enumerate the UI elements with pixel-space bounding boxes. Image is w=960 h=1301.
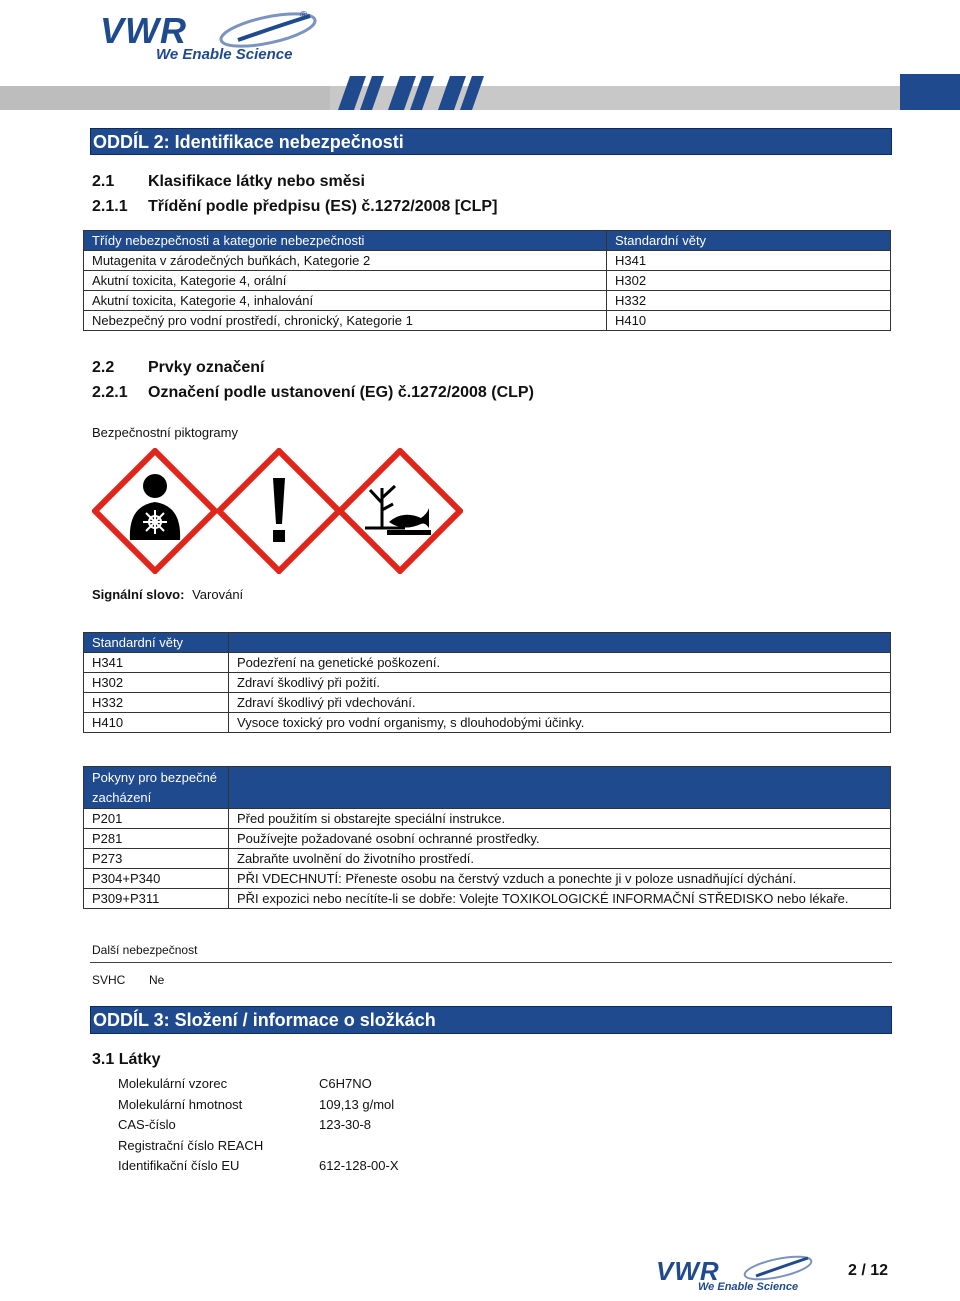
table-row <box>84 767 891 809</box>
heading-2-2-number: 2.2 <box>92 359 115 376</box>
heading-2-1-number: 2.1 <box>92 173 115 190</box>
property-row <box>118 1158 518 1179</box>
table-cell-code: H410 <box>607 311 891 331</box>
table-header-standard-phrases: Standardní věty <box>607 231 891 251</box>
table-cell-code: H302 <box>84 673 229 693</box>
property-value: 123-30-8 <box>319 1117 372 1132</box>
table-row <box>84 829 891 849</box>
header-band <box>0 70 960 112</box>
table-row <box>84 653 891 673</box>
table-cell-code: H332 <box>607 291 891 311</box>
other-hazards-label: Další nebezpečnost <box>92 943 198 957</box>
precautionary-statements-table <box>83 766 891 909</box>
table-cell-code: P281 <box>84 829 229 849</box>
table-row <box>84 271 891 291</box>
hazard-statements-table <box>83 632 891 733</box>
heading-3-1: 3.1 Látky <box>92 1051 161 1068</box>
table-cell-class: Akutní toxicita, Kategorie 4, orální <box>84 271 607 291</box>
heading-2-2-1 <box>92 384 534 402</box>
property-row <box>118 1138 518 1159</box>
property-label: Molekulární hmotnost <box>118 1096 243 1112</box>
section2-title: ODDÍL 2: Identifikace nebezpečnosti <box>90 128 892 155</box>
signal-word <box>92 587 243 602</box>
other-hazards-divider <box>90 962 892 963</box>
health-hazard-icon <box>92 448 218 574</box>
table-row <box>84 673 891 693</box>
table-cell-class: Akutní toxicita, Kategorie 4, inhalování <box>84 291 607 311</box>
table-header-empty <box>229 633 891 653</box>
heading-2-1-1-number: 2.1.1 <box>92 198 128 215</box>
table-cell-code: H302 <box>607 271 891 291</box>
table-cell-code: P304+P340 <box>84 869 229 889</box>
property-row <box>118 1097 518 1118</box>
table-row <box>84 231 891 251</box>
table-row <box>84 311 891 331</box>
page-number: 2 / 12 <box>848 1262 889 1279</box>
table-cell-code: H341 <box>84 653 229 673</box>
footer-vwr-logo <box>656 1250 816 1296</box>
table-cell-code: H341 <box>607 251 891 271</box>
heading-2-1 <box>92 173 365 191</box>
table-cell-code: P201 <box>84 809 229 829</box>
logo-registered-mark: ® <box>300 10 308 21</box>
environment-hazard-icon <box>337 448 463 574</box>
pictograms-label: Bezpečnostní piktogramy <box>92 425 238 440</box>
table-row <box>84 889 891 909</box>
table-cell-code: H332 <box>84 693 229 713</box>
signal-word-value: Varování <box>192 587 244 602</box>
table-header-precautionary <box>84 767 229 809</box>
table-cell-class: Mutagenita v zárodečných buňkách, Kategorie 2 <box>84 251 607 271</box>
signal-word-label: Signální slovo: <box>92 587 185 602</box>
table-cell-class: Nebezpečný pro vodní prostředí, chronický, Kategorie 1 <box>84 311 607 331</box>
property-row <box>118 1076 518 1097</box>
table-row <box>84 251 891 271</box>
vwr-logo <box>98 6 328 66</box>
table-cell-text: Zabraňte uvolnění do životního prostředí. <box>229 849 891 869</box>
table-row <box>84 849 891 869</box>
table-header-empty <box>229 767 891 809</box>
property-value: 612-128-00-X <box>319 1158 399 1173</box>
table-row <box>84 633 891 653</box>
table-cell-text: Vysoce toxický pro vodní organismy, s dlouhodobými účinky. <box>229 713 891 733</box>
table-cell-text: Před použitím si obstarejte speciální instrukce. <box>229 809 891 829</box>
table-cell-text: PŘI VDECHNUTÍ: Přeneste osobu na čerstvý vzduch a ponechte ji v poloze usnadňující dýchání. <box>229 869 891 889</box>
table-row <box>84 291 891 311</box>
svhc-label: SVHC <box>92 973 126 987</box>
property-label: Registrační číslo REACH <box>118 1137 264 1153</box>
p-header-line1: Pokyny pro bezpečné <box>92 769 218 785</box>
logo-tagline: We Enable Science <box>156 46 293 63</box>
heading-2-2 <box>92 359 265 377</box>
table-cell-text: Zdraví škodlivý při požití. <box>229 673 891 693</box>
heading-2-1-1 <box>92 198 497 216</box>
table-cell-code: P273 <box>84 849 229 869</box>
footer-logo-tagline: We Enable Science <box>698 1281 799 1293</box>
property-value: 109,13 g/mol <box>319 1096 395 1112</box>
heading-2-2-text: Prvky označení <box>148 359 265 376</box>
heading-2-1-1-text: Třídění podle předpisu (ES) č.1272/2008 [CLP] <box>148 198 498 215</box>
property-value: C6H7NO <box>319 1076 372 1091</box>
table-cell-code: P309+P311 <box>84 889 229 909</box>
heading-2-2-1-text: Označení podle ustanovení (EG) č.1272/2008 (CLP) <box>148 384 534 401</box>
footer-logo-vwr-text: VWR <box>656 1256 720 1286</box>
table-row <box>84 809 891 829</box>
exclamation-mark-icon <box>216 448 342 574</box>
table-cell-text: Zdraví škodlivý při vdechování. <box>229 693 891 713</box>
table-header-hazard-class: Třídy nebezpečnosti a kategorie nebezpečnosti <box>84 231 607 251</box>
heading-2-1-text: Klasifikace látky nebo směsi <box>148 173 365 190</box>
section3-title: ODDÍL 3: Složení / informace o složkách <box>90 1006 892 1034</box>
table-cell-text: PŘI expozici nebo necítíte-li se dobře: Volejte TOXIKOLOGICKÉ INFORMAČNÍ STŘEDISKO nebo lékaře. <box>229 889 891 909</box>
table-cell-code: H410 <box>84 713 229 733</box>
property-row <box>118 1117 518 1138</box>
property-label: Identifikační číslo EU <box>118 1158 240 1173</box>
p-header-line2: zacházení <box>92 789 152 805</box>
table-row <box>84 713 891 733</box>
table-cell-text: Používejte požadované osobní ochranné prostředky. <box>229 829 891 849</box>
table-row <box>84 869 891 889</box>
table-cell-text: Podezření na genetické poškození. <box>229 653 891 673</box>
classification-table <box>83 230 891 331</box>
property-label: Molekulární vzorec <box>118 1076 228 1091</box>
table-row <box>84 693 891 713</box>
heading-2-2-1-number: 2.2.1 <box>92 384 128 401</box>
table-header-standard-phrases: Standardní věty <box>84 633 229 653</box>
substance-properties <box>118 1076 518 1179</box>
svhc-value: Ne <box>149 973 165 987</box>
logo-vwr-text: VWR <box>100 10 187 51</box>
property-label: CAS-číslo <box>118 1117 176 1132</box>
